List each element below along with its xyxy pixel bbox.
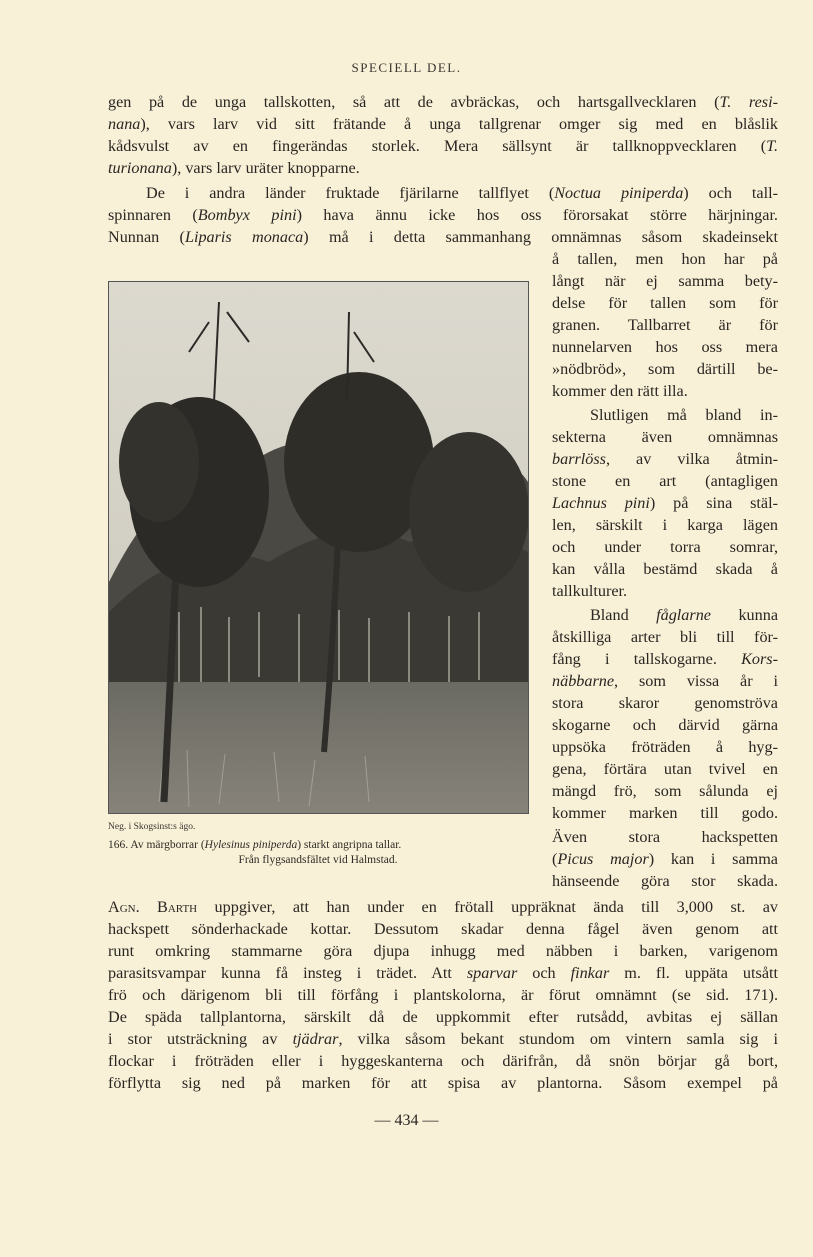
page-number: — 434 — xyxy=(374,1112,439,1129)
text-line: Nunnan (Liparis monaca) må i detta sammanhang omnämnas såsom skadeinsekt xyxy=(108,228,778,246)
text-line: gen på de unga tallskotten, så att de avbräckas, och hartsgallvecklaren (T. resi- xyxy=(108,93,778,111)
text-line: mängd frö, som sålunda ej xyxy=(552,782,778,800)
text-line: nunnelarven hos oss mera xyxy=(552,338,778,356)
text-line: Agn. Barth uppgiver, att han under en frötall uppräknat ända till 3,000 st. av xyxy=(108,898,778,916)
text-line: flockar i fröträden eller i hyggeskanterna och därifrån, då snön börjar gå bort, xyxy=(108,1052,778,1070)
caption-line-2: Från flygsandsfältet vid Halmstad. xyxy=(238,854,398,866)
text-line: kommer den rätt illa. xyxy=(552,382,688,400)
photo-credit: Neg. i Skogsinst:s ägo. xyxy=(108,822,196,832)
text-line: runt omkring stammarne göra djupa inhugg med näbben i barken, varigenom xyxy=(108,942,778,960)
text-line: och under torra somrar, xyxy=(552,538,778,556)
text-line: De i andra länder fruktade fjärilarne tallflyet (Noctua piniperda) och tall- xyxy=(146,184,778,202)
text-line: fång i tallskogarne. Kors- xyxy=(552,650,778,668)
text-line: kådsvulst av en fingerändas storlek. Mera sällsynt är tallknoppvecklaren (T. xyxy=(108,137,778,155)
text-line: frö och därigenom bli till förfång i plantskolorna, är förut omnämnt (se sid. 171). xyxy=(108,986,778,1004)
text-line: åtskilliga arter bli till för- xyxy=(552,628,778,646)
text-line: kommer marken till godo. xyxy=(552,804,778,822)
text-line: granen. Tallbarret är för xyxy=(552,316,778,334)
running-header: SPECIELL DEL. xyxy=(351,60,462,75)
text-line: näbbarne, som vissa år i xyxy=(552,672,778,690)
text-line: tallkulturer. xyxy=(552,582,628,600)
text-line: stora skaror genomströva xyxy=(552,694,778,712)
text-line: Även stora hackspetten xyxy=(552,828,778,846)
figure-caption xyxy=(108,838,528,868)
pine-trees-photo xyxy=(108,281,529,814)
text-line: å tallen, men hon har på xyxy=(552,250,778,268)
text-line: skogarne och därvid gärna xyxy=(552,716,778,734)
text-line: Bland fåglarne kunna xyxy=(590,606,778,624)
caption-line-1: 166. Av märgborrar (Hylesinus piniperda) starkt angripna tallar. xyxy=(108,839,402,851)
text-line: delse för tallen som för xyxy=(552,294,778,312)
text-line: (Picus major) kan i samma xyxy=(552,850,778,868)
text-line: Lachnus pini) på sina stäl- xyxy=(552,494,779,512)
text-line: hackspett sönderhackade kottar. Dessutom skadar denna fågel även genom att xyxy=(108,920,778,938)
text-line: len, särskilt i karga lägen xyxy=(552,516,778,534)
text-line: »nödbröd», som därtill be- xyxy=(552,360,778,378)
text-line: nana), vars larv vid sitt frätande å unga tallgrenar omger sig med en blåslik xyxy=(108,115,778,133)
text-line: barrlöss, av vilka åtmin- xyxy=(552,450,778,468)
text-line: långt när ej samma bety- xyxy=(552,272,778,290)
text-line: sekterna även omnämnas xyxy=(552,428,778,446)
text-line: spinnaren (Bombyx pini) hava ännu icke hos oss förorsakat större härjningar. xyxy=(108,206,778,224)
text-line: De späda tallplantorna, särskilt då de uppkommit efter rutsådd, avbitas ej sällan xyxy=(108,1008,778,1026)
text-line: hänseende göra stor skada. xyxy=(552,872,778,890)
text-line: stone en art (antagligen xyxy=(552,472,778,490)
text-line: turionana), vars larv uräter knopparne. xyxy=(108,159,360,177)
text-line: gena, förtära utan tvivel en xyxy=(552,760,778,778)
text-line: kan vålla bestämd skada å xyxy=(552,560,778,578)
text-line: Slutligen må bland in- xyxy=(590,406,778,424)
text-line: i stor utsträckning av tjädrar, vilka såsom bekant stundom om vintern samla sig i xyxy=(108,1030,779,1048)
text-line: uppsöka fröträden å hyg- xyxy=(552,738,778,756)
text-line: parasitsvampar kunna få insteg i trädet. Att sparvar och finkar m. fl. uppäta utsått xyxy=(108,964,778,982)
text-line: förflytta sig ned på marken för att spisa av plantorna. Såsom exempel på xyxy=(108,1074,778,1092)
